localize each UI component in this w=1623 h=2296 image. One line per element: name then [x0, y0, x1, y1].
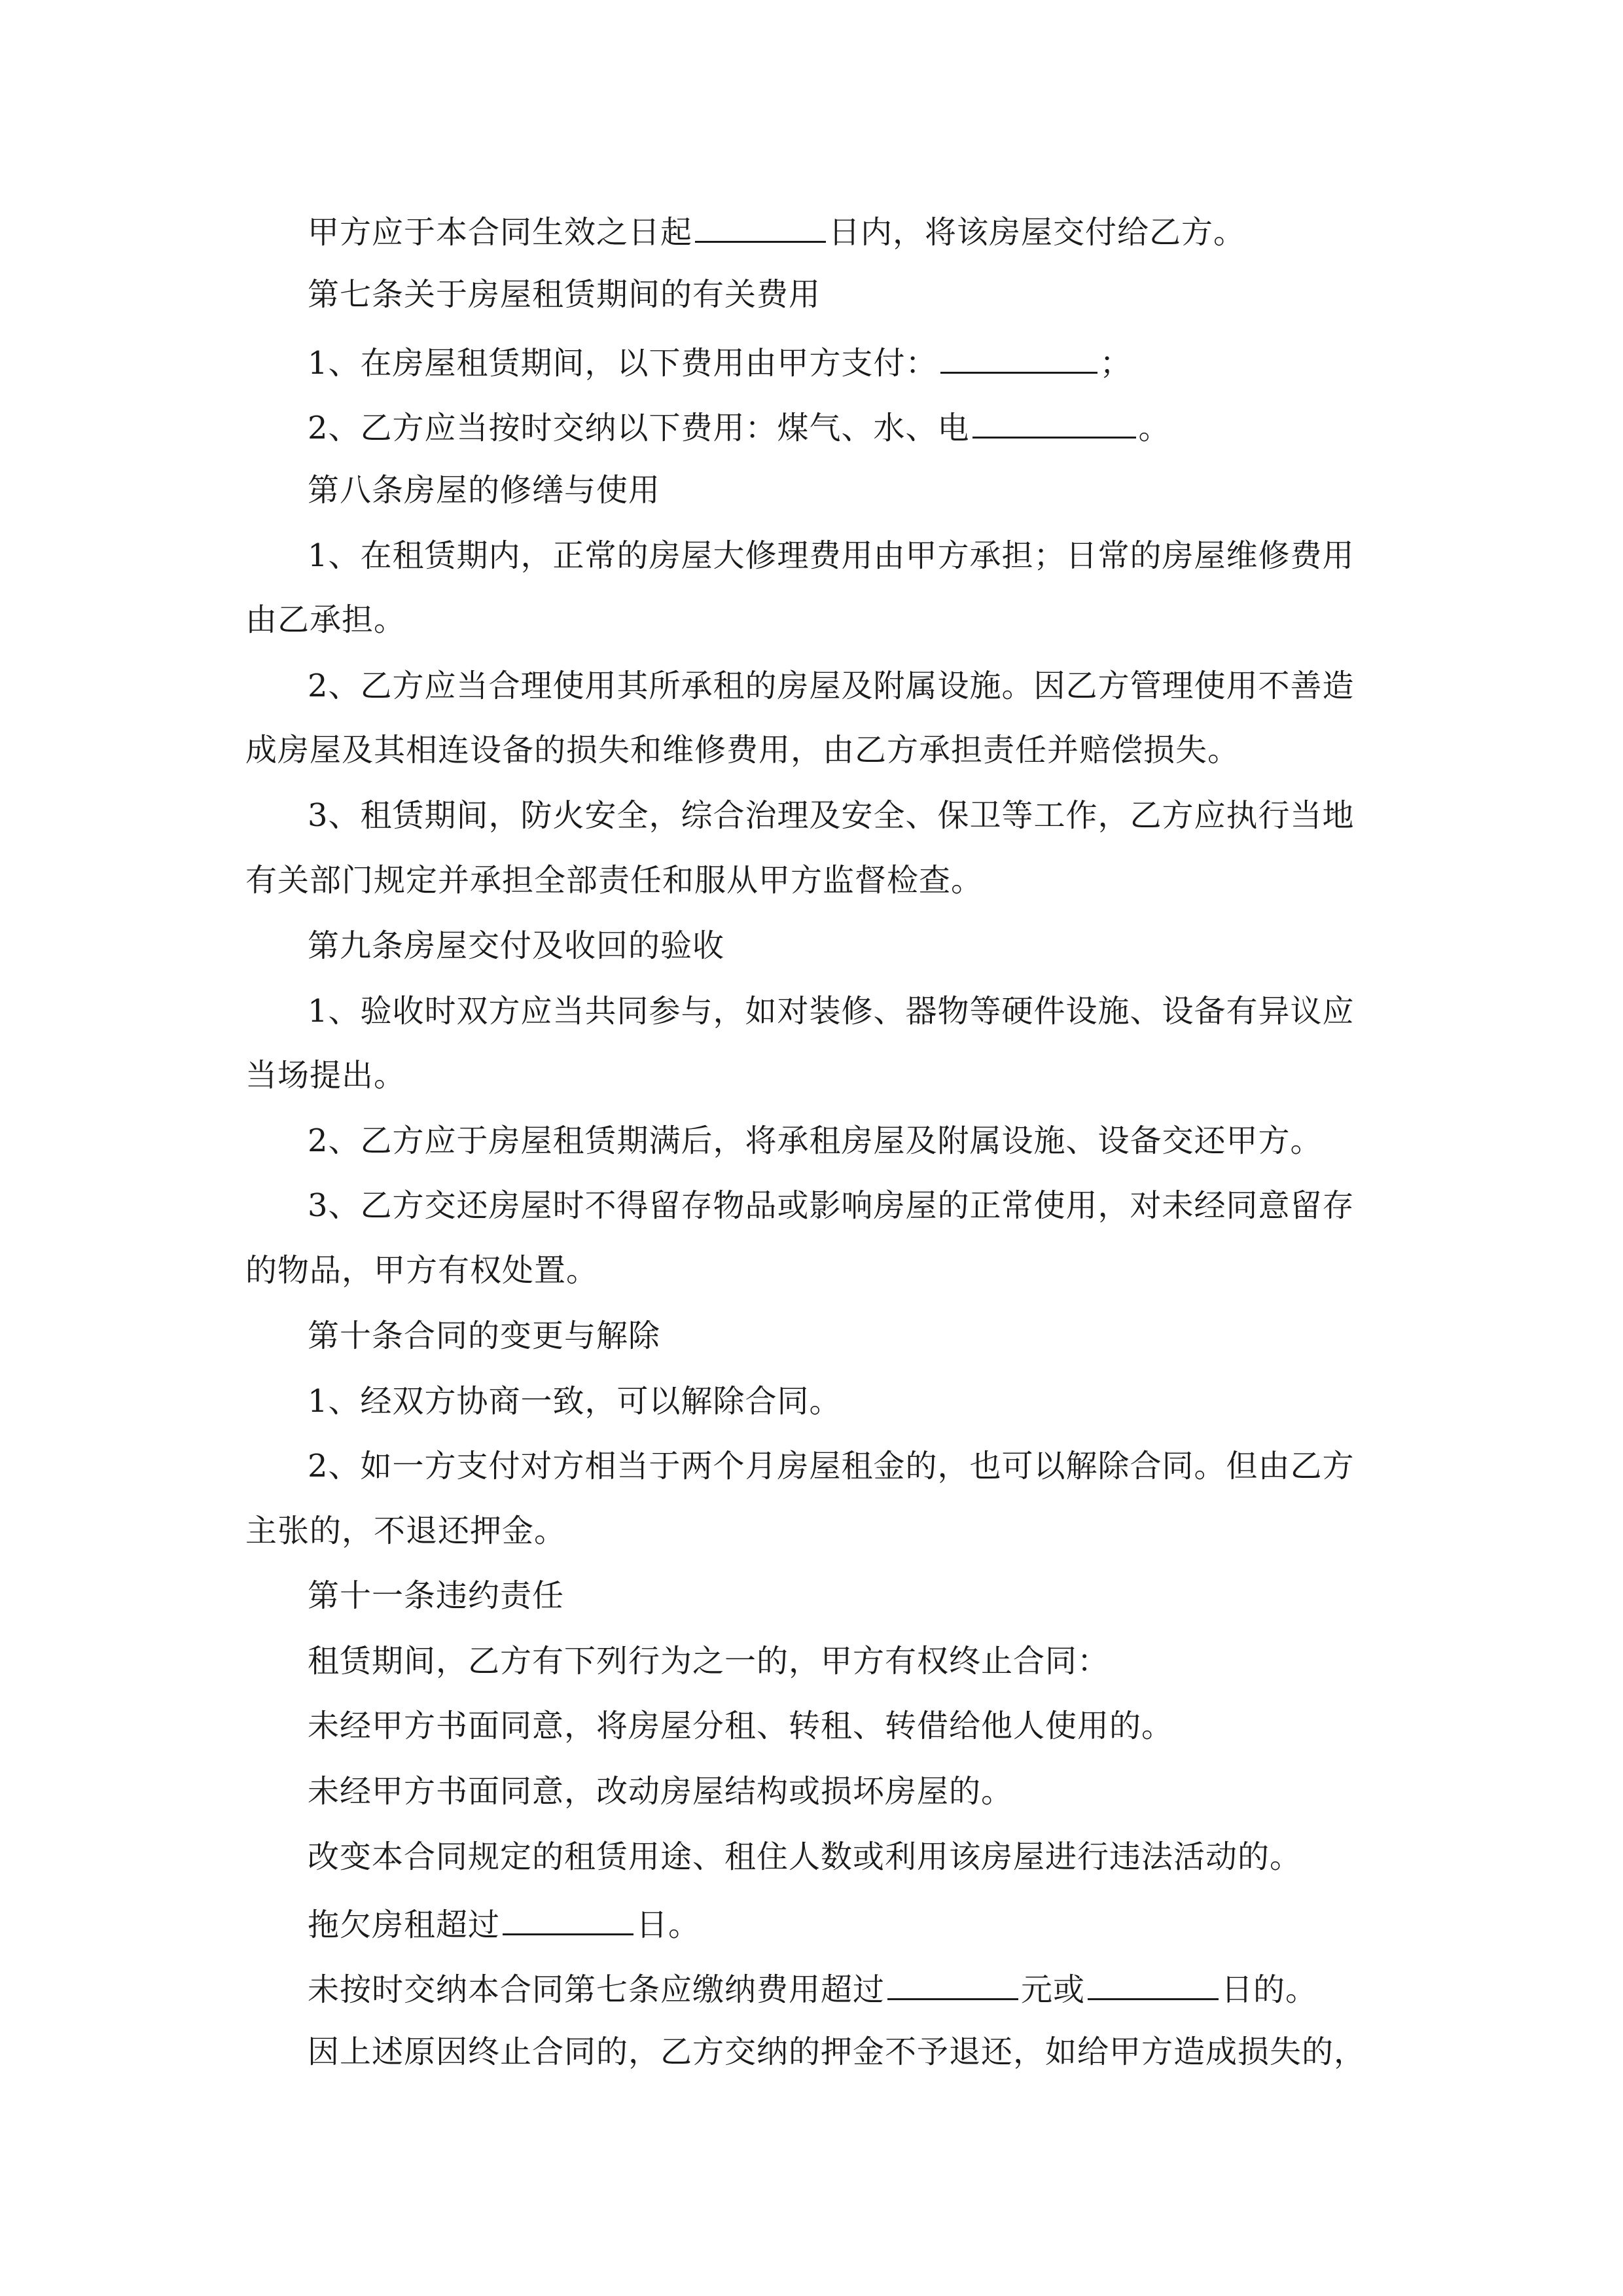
fill-blank — [1088, 1965, 1219, 2000]
section-heading: 第九条房屋交付及收回的验收 — [308, 927, 725, 964]
text-line: 成房屋及其相连设备的损失和维修费用，由乙方承担责任并赔偿损失。 — [245, 732, 1240, 768]
section-heading: 第十条合同的变更与解除 — [308, 1318, 661, 1354]
text-line: 主张的，不退还押金。 — [245, 1513, 567, 1549]
fill-blank — [887, 1965, 1018, 2000]
text-line: 由乙承担。 — [245, 601, 406, 638]
text-line: 因上述原因终止合同的，乙方交纳的押金不予退还，如给甲方造成损失的， — [308, 2034, 1366, 2070]
section-heading: 第十一条违约责任 — [308, 1577, 565, 1614]
text-line: 3、乙方交还房屋时不得留存物品或影响房屋的正常使用，对未经同意留存 — [308, 1187, 1355, 1224]
text-line: 未经甲方书面同意，将房屋分租、转租、转借给他人使用的。 — [308, 1708, 1174, 1744]
text-line — [308, 339, 1132, 384]
text-segment: 未按时交纳本合同第七条应缴纳费用超过 — [308, 1971, 885, 2008]
text-line — [308, 1901, 700, 1946]
text-segment: 。 — [1138, 410, 1171, 446]
fill-blank — [940, 339, 1097, 374]
text-segment: 拖欠房租超过 — [308, 1907, 501, 1943]
text-line: 2、乙方应于房屋租赁期满后，将承租房屋及附属设施、设备交还甲方。 — [308, 1122, 1323, 1159]
text-line: 1、验收时双方应当共同参与，如对装修、器物等硬件设施、设备有异议应 — [308, 993, 1355, 1030]
text-segment: ； — [1099, 345, 1132, 382]
fill-blank — [503, 1901, 633, 1935]
text-segment: 日内，将该房屋交付给乙方。 — [829, 214, 1246, 251]
text-segment: 日。 — [636, 1907, 701, 1943]
text-segment: 日的。 — [1221, 1971, 1318, 2008]
fill-blank — [972, 404, 1136, 439]
text-line: 2、乙方应当合理使用其所承租的房屋及附属设施。因乙方管理使用不善造 — [308, 668, 1355, 704]
text-line: 改变本合同规定的租赁用途、租住人数或利用该房屋进行违法活动的。 — [308, 1839, 1302, 1875]
text-line: 租赁期间，乙方有下列行为之一的，甲方有权终止合同： — [308, 1643, 1110, 1679]
text-line: 1、在租赁期内，正常的房屋大修理费用由甲方承担；日常的房屋维修费用 — [308, 537, 1355, 574]
text-segment: 甲方应于本合同生效之日起 — [308, 214, 693, 251]
section-heading: 第八条房屋的修缮与使用 — [308, 472, 661, 509]
text-line: 1、经双方协商一致，可以解除合同。 — [308, 1383, 842, 1420]
fill-blank — [695, 208, 826, 243]
section-heading: 第七条关于房屋租赁期间的有关费用 — [308, 276, 821, 313]
text-line: 2、如一方支付对方相当于两个月房屋租金的，也可以解除合同。但由乙方 — [308, 1448, 1355, 1484]
text-line: 的物品，甲方有权处置。 — [245, 1252, 599, 1289]
text-segment: 2、乙方应当按时交纳以下费用：煤气、水、电 — [308, 410, 970, 446]
text-line — [308, 404, 1171, 449]
text-line — [308, 208, 1245, 253]
text-segment: 1、在房屋租赁期间，以下费用由甲方支付： — [308, 345, 938, 382]
text-line: 3、租赁期间，防火安全，综合治理及安全、保卫等工作，乙方应执行当地 — [308, 797, 1355, 834]
text-line — [308, 1965, 1317, 2011]
text-line: 未经甲方书面同意，改动房屋结构或损坏房屋的。 — [308, 1773, 1014, 1810]
text-line: 当场提出。 — [245, 1057, 406, 1094]
text-line: 有关部门规定并承担全部责任和服从甲方监督检查。 — [245, 862, 984, 899]
text-segment: 元或 — [1021, 1971, 1086, 2008]
